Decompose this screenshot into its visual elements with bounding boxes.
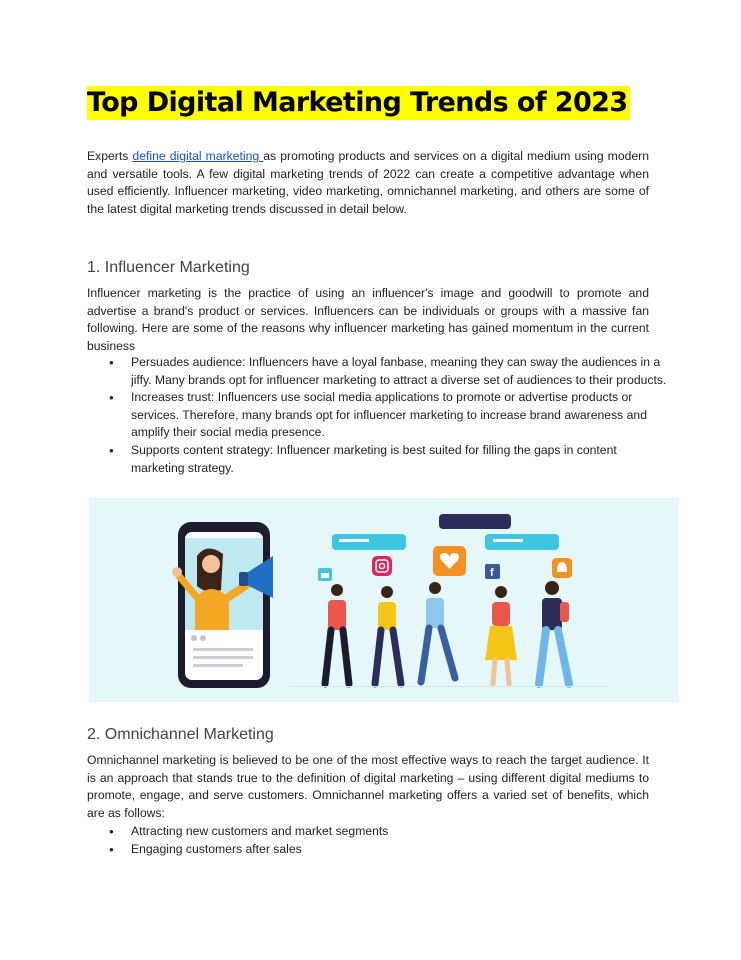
list-item: ● Engaging customers after sales	[131, 841, 671, 859]
influencer-paragraph: Influencer marketing is the practice of using an influencer's image and goodwill to promote and advertise a brand's product or services. Influencers can be individuals or groups with a massive fan following. Here are some of the reasons why influencer marketing has gained momentum in the current business	[87, 286, 649, 353]
title-container	[87, 86, 630, 120]
person-figure	[485, 586, 517, 684]
list-item: ● Increases trust: Influencers use social media applications to promote or advertise products or services. Therefore, many brands opt for influencer marketing to increase brand awareness and amplify their social media presence.	[131, 389, 671, 442]
phone-icon	[172, 522, 270, 688]
svg-text:f: f	[490, 567, 494, 579]
omnichannel-paragraph: Omnichannel marketing is believed to be one of the most effective ways to reach the target audience. It is an approach that stands true to the definition of digital marketing – using different digital mediums to promote, engage, and serve customers. Omnichannel marketing offers a varied set of benefits, which are as follows:	[87, 753, 649, 820]
list-item: ● Supports content strategy: Influencer marketing is best suited for filling the gaps in content marketing strategy.	[131, 442, 671, 477]
heart-icon	[433, 546, 466, 576]
person-figure	[375, 586, 401, 684]
instagram-icon	[372, 556, 392, 576]
intro-paragraph	[87, 148, 649, 218]
person-figure	[539, 581, 569, 684]
intro-text-end: as promoting products and services on a digital medium using modern and versatile tools. A few digital marketing trends of 2022 can create a competitive advantage when used efficiently. Influencer marketing, video marketing, omnichannel marketing, and others are some of the latest digital marketing trends discussed in detail below.	[87, 149, 650, 216]
list-item: ● Attracting new customers and market segments	[131, 823, 671, 841]
snapchat-icon	[552, 558, 572, 578]
omnichannel-bullet-list	[87, 823, 671, 858]
intro-text-start: Experts	[87, 149, 133, 163]
list-item: ● Persuades audience: Influencers have a loyal fanbase, meaning they can sway the audiences in a jiffy. Many brands opt for influencer marketing to attract a diverse set of audiences to their products.	[131, 354, 671, 389]
influencer-illustration	[89, 498, 679, 702]
like-icon	[318, 568, 332, 581]
facebook-icon	[485, 564, 500, 579]
section-heading-influencer: 1. Influencer Marketing	[87, 259, 250, 276]
define-digital-marketing-link[interactable]: define digital marketing	[132, 149, 264, 163]
person-figure	[421, 582, 455, 682]
section-heading-omnichannel: 2. Omnichannel Marketing	[87, 726, 274, 743]
document-title: Top Digital Marketing Trends of 2023	[87, 87, 628, 118]
person-figure	[325, 584, 349, 684]
influencer-bullet-list	[87, 354, 671, 477]
chat-bubble-icon	[332, 514, 559, 550]
